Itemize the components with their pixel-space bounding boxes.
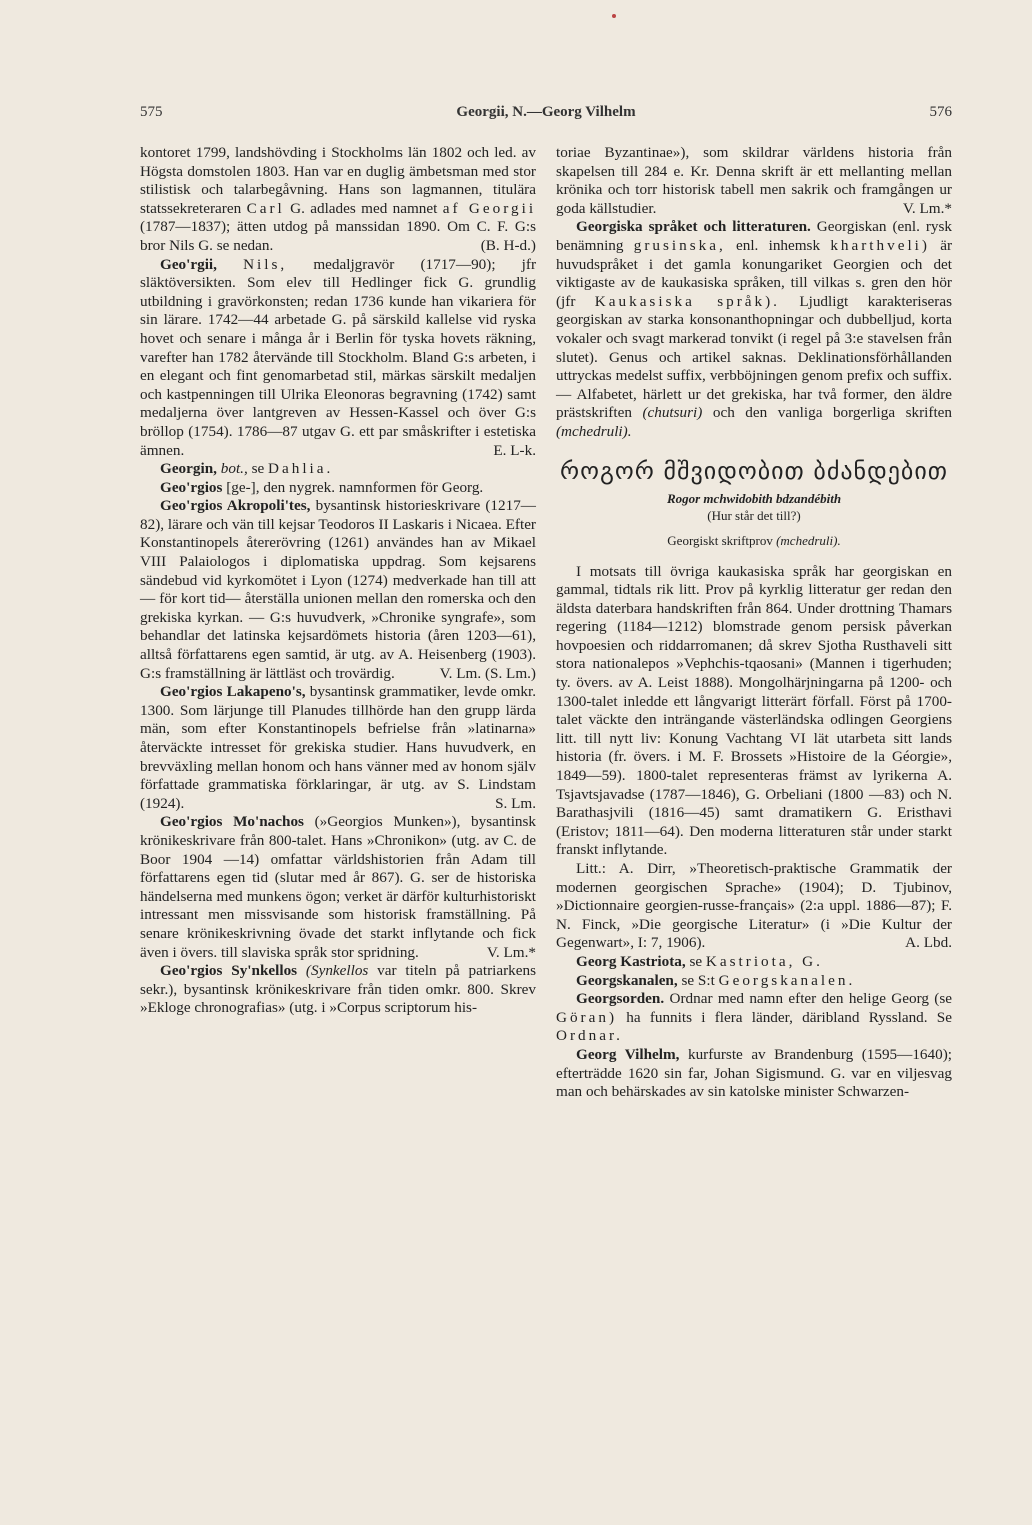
sample-translation: (Hur står det till?) <box>707 507 801 523</box>
entry-georgskanalen: Georgskanalen, se S:t Georgskanalen. <box>576 971 856 989</box>
sample-caption: Georgiskt skriftprov (mchedruli). <box>667 532 841 548</box>
bibliography-paragraph: Litt.: A. Dirr, »Theoretisch-praktische Grammatik der modernen georgischen Sprache» (1904); D. Tjubinov, »Dictionnaire georgien-russe-français» (2:a uppl. 1886—87); F. N. Finck, »Die georgische Literatur» (i »Die Kultur der Gegenwart», I: 7, 1906). A. Lbd. <box>556 860 952 952</box>
author-signature: V. Lm.* <box>902 199 952 217</box>
page-number-left: 575 <box>140 104 163 120</box>
georgian-script-sample: როგორ მშვიდობით ბძანდებით <box>560 456 948 485</box>
author-signature: V. Lm. (S. Lm.) <box>439 664 536 682</box>
entry-georg-vilhelm: Georg Vilhelm, kurfurste av Brandenburg (1595—1640); efterträdde 1620 sin far, Johan Sigismund. G. var en viljesvag man och behärskades av sin katolske minister Schwarzen- <box>556 1045 952 1101</box>
entry-georgii-nils: Geo'rgii, Nils, medaljgravör (1717—90); jfr släktöversikten. Som elev till Hedlinger fick G. grundlig utbildning i gravörkonsten; redan 1736 kunde han vikariera för sin lärare. 1742—44 arbetade G. på särskild kallelse vid ryska hovet och senare i många år i Berlin för tyska hovets räkning, varefter han 1782 återvände till Stockholm. Bland G:s arbeten, i en elegant och fint genomarbetad stil, märkas särskilt medaljen och kastpenningen till Ulrika Eleonoras begravning (1742) samt medaljerna över lantgreven av Hessen-Kassel och över G:s bröllop (1754). 1786—87 utgav G. ett par småskrifter i estetiska ämnen. E. L-k. <box>140 255 537 459</box>
entry-georgsorden: Georgsorden. Ordnar med namn efter den helige Georg (se Göran) ha funnits i flera länder, däribland Ryssland. Se Ordnar. <box>556 990 952 1045</box>
entry-continuation: toriae Byzantinae»), som skildrar världens historia från skapelsen till 284 e. Kr. Denna skrift är ett mellanting mellan krönika och torr historisk tabell men sakrik och framgången ur goda källstudier. V. Lm.* <box>556 144 952 217</box>
entry-georgios-monachos: Geo'rgios Mo'nachos (»Georgios Munken»), bysantinsk krönikeskrivare från 800-talet. Hans »Chronikon» (utg. av C. de Boor 1904 —14) omfattar världshistorien från Adam till författarens egen tid (slutar med år 867). G. ser de historiska händelserna med munkens ögon; verket är därför kulturhistoriskt intressant men missvisande som historisk framställning. På senare krönikeskrivning övade det starkt inflytande och fick även i övers. till slaviska språk stor spridning. V. Lm.* <box>140 813 537 961</box>
entry-georgiska-spraket: Georgiska språket och litteraturen. Georgiskan (enl. rysk benämning grusinska, enl. inhemsk kharthveli) är huvudspråket i det gamla konungariket Georgien och det viktigaste av de kaukasiska språken, till vilkas s. gren den hör (jfr Kaukasiska språk). Ljudligt karakteriseras georgiskan av starka konsonanthopningar och dubbelljud, korta vokaler och svagt markerad tonvikt (i regel på 3:e stavelsen från slutet). Genus och artikel saknas. Deklinationsförhållanden uttryckas medelst suffix, verbböjningen genom prefix och suffix. — Alfabetet, härlett ur det grekiska, har två former, den äldre prästskriften (chutsuri) och den vanliga borgerliga skriften (mchedruli). <box>556 218 953 440</box>
sample-transliteration: Rogor mchwidobith bdzandébith <box>666 490 842 506</box>
entry-georgios: Geo'rgios [ge-], den nygrek. namnformen för Georg. <box>160 478 484 496</box>
page-number-right: 576 <box>929 104 952 120</box>
ink-dot <box>612 14 616 18</box>
entry-georg-kastriota: Georg Kastriota, se Kastriota, G. <box>576 952 823 970</box>
entry-georgios-lakapenos: Geo'rgios Lakapeno's, bysantinsk grammatiker, levde omkr. 1300. Som lärjunge till Planudes tillhörde han den grupp lärda män, som efter Konstantinopels befrielse från »latinarna» återväckte intresset för grekiska studier. Hans huvudverk, en brevväxling mellan honom och hans vänner med av honom själv författade grammatiska förklaringar, är utg. av S. Lindstam (1924). S. Lm. <box>140 683 536 812</box>
right-column <box>556 144 952 1102</box>
running-title: Georgii, N.—Georg Vilhelm <box>456 104 636 120</box>
author-signature: S. Lm. <box>495 794 536 812</box>
entry-georgin: Georgin, bot., se Dahlia. <box>160 460 334 478</box>
author-signature: V. Lm.* <box>486 943 536 961</box>
author-signature: (B. H-d.) <box>480 236 536 254</box>
author-signature: E. L-k. <box>493 441 536 459</box>
author-signature: A. Lbd. <box>905 934 952 952</box>
entry-georgios-akropolites: Geo'rgios Akropoli'tes, bysantinsk historieskrivare (1217—82), lärare och vän till kejsar Teodoros II Laskaris i Nicaea. Efter Konstantinopels återerövring (1261) användes han av Mikael VIII Palaiologos i diplomatiska uppdrag. Som kejsarens sändebud vid kyrkomötet i Lyon (1274) medverkade han till att — för kort tid— återställa unionen mellan den romerska och den grekiska kyrkan. — G:s huvudverk, »Chronike syngrafe», som behandlar det latinska kejsardömets historia (åren 1203—61), alltså författarens egen samtid, är utg. av A. Heisenberg (1903). G:s framställning är lättläst och trovärdig. V. Lm. (S. Lm.) <box>140 497 536 682</box>
left-column <box>140 144 536 1018</box>
literature-paragraph: I motsats till övriga kaukasiska språk har georgiskan en gammal, tidtals rik litt. Prov på kyrklig litteratur ger redan den äldsta daterbara handskriften från 864. Under drottning Thamars regering (1184—1212) blomstrade genom persisk påverkan hovpoesien och riddarromanen; då skrev Sjotha Rusthaveli sitt stora nationalepos »Vephchis-tqaosani» (Mannen i tigerhuden; ty. övers. av A. Leist 1888). Mongolhärjningarna på 1200- och 1300-talet inledde ett långvarigt litterärt förfall. Först på 1700-talet väckte den inträngande västerländska odlingen Georgiens litt. till nytt liv: Konung Vachtang VI lät utarbeta sitt lands historia (fr. övers. i M. F. Brossets »Histoire de la Géorgie», 1849—59). 1800-talet representeras främst av lyrikerna A. Tsjavtsjavadse (1787—1846), G. Orbeliani (1800 —83) och N. Barathasjvili (1816—45) samt dramatikern G. Eristhavi (Eristov; 1811—64). Den moderna litteraturen står under starkt franskt inflytande. <box>556 562 952 859</box>
entry-georgios-synkellos: Geo'rgios Sy'nkellos (Synkellos var titeln på patriarkens sekr.), bysantinsk krönikeskrivare från tiden omkr. 800. Skrev »Ekloge chronografias» (utg. i »Corpus scriptorum his- <box>140 962 537 1017</box>
entry-georgii-family: kontoret 1799, landshövding i Stockholms län 1802 och led. av Högsta domstolen 1803. Han var en duglig ämbetsman med stor stilistisk och talarbegåvning. Hans son lagmannen, titulära statssekreteraren Carl G. adlades med namnet af Georgii (1787—1837); ätten utdog på manssidan 1890. Om C. F. G:s bror Nils G. se nedan. (B. H-d.) <box>140 144 537 254</box>
page-header <box>140 100 952 126</box>
